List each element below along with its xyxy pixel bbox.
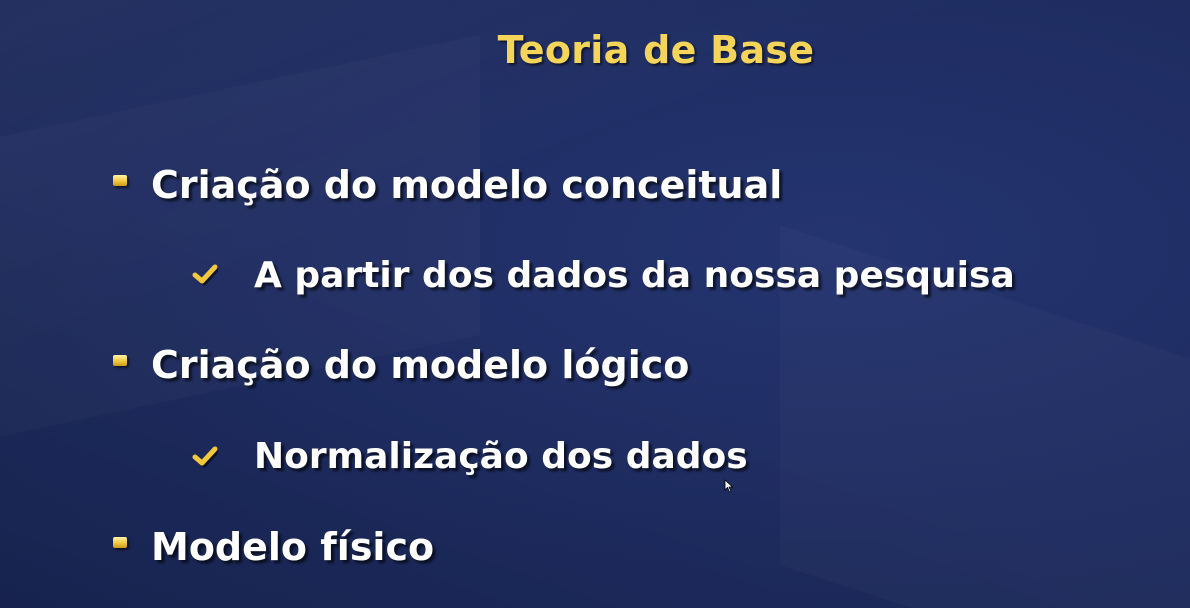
square-bullet-icon bbox=[113, 537, 127, 548]
square-bullet-icon bbox=[113, 175, 127, 186]
checkmark-icon bbox=[192, 263, 218, 287]
bullet-item-conceptual-model: Criação do modelo conceitual bbox=[151, 163, 783, 207]
square-bullet-icon bbox=[113, 355, 127, 366]
bullet-item-logical-model: Criação do modelo lógico bbox=[151, 343, 690, 387]
checkmark-icon bbox=[192, 445, 218, 469]
sub-item-research-data: A partir dos dados da nossa pesquisa bbox=[254, 255, 1015, 296]
bullet-item-physical-model: Modelo físico bbox=[151, 525, 435, 569]
mouse-cursor-icon bbox=[724, 479, 734, 493]
slide-title: Teoria de Base bbox=[497, 28, 815, 72]
sub-item-normalization: Normalização dos dados bbox=[254, 436, 748, 477]
